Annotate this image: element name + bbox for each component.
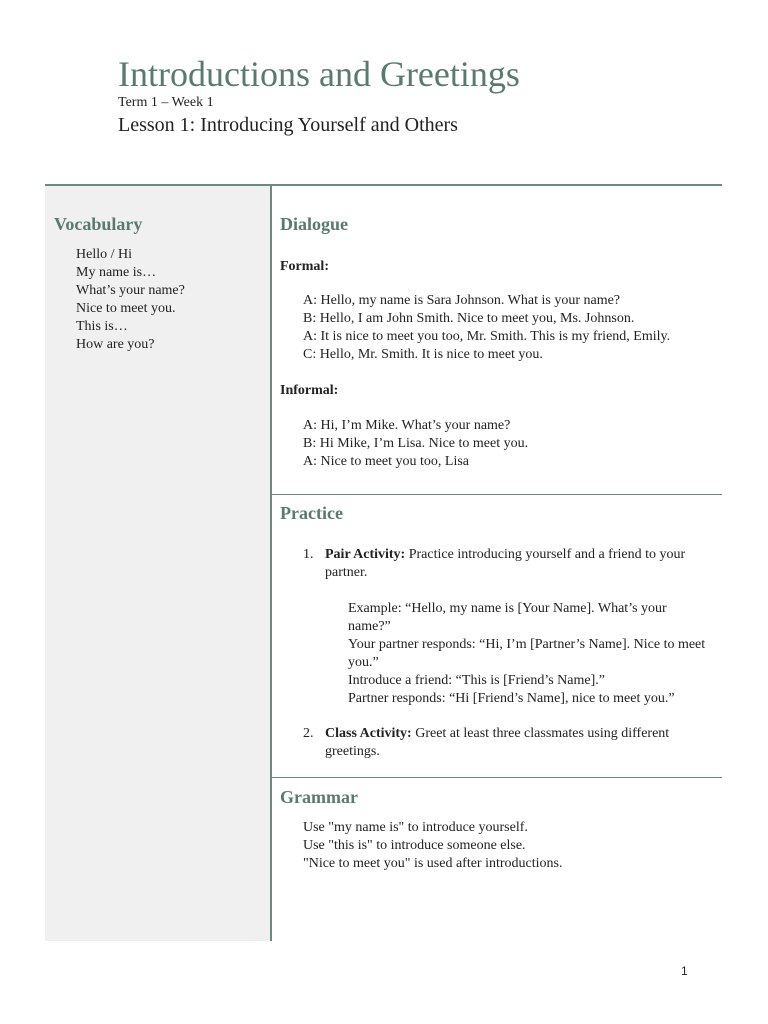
dialogue-line: C: Hello, Mr. Smith. It is nice to meet you. [303, 347, 543, 362]
grammar-notes [303, 819, 562, 873]
dialogue-line: A: Nice to meet you too, Lisa [303, 454, 470, 469]
formal-label: Formal: [280, 259, 329, 274]
example-line: Your partner responds: “Hi, I’m [Partner’s Name]. Nice to meet you.” [348, 637, 706, 670]
practice-item-number: 1. [303, 547, 314, 562]
informal-label: Informal: [280, 383, 339, 398]
vocabulary-list [76, 246, 185, 354]
example-line: Example: “Hello, my name is [Your Name]. What’s your name?” [348, 601, 667, 634]
column-divider [270, 186, 272, 941]
vocabulary-item: How are you? [76, 337, 155, 352]
class-activity-text: Greet at least three classmates using different greetings. [325, 726, 670, 759]
vocabulary-item: Hello / Hi [76, 247, 132, 262]
vocabulary-item: My name is… [76, 265, 157, 280]
dialogue-line: A: It is nice to meet you too, Mr. Smith. This is my friend, Emily. [303, 329, 671, 344]
dialogue-line: A: Hi, I’m Mike. What’s your name? [303, 418, 511, 433]
grammar-heading: Grammar [280, 787, 358, 807]
section-divider [272, 494, 722, 495]
example-line: Introduce a friend: “This is [Friend’s Name].” [348, 673, 605, 688]
term-label: Term 1 – Week 1 [118, 95, 214, 110]
page-number: 1 [681, 964, 688, 978]
pair-activity-label: Pair Activity: [325, 547, 406, 562]
example-line: Partner responds: “Hi [Friend’s Name], nice to meet you.” [348, 691, 675, 706]
dialogue-heading: Dialogue [280, 214, 349, 234]
practice-examples [348, 600, 708, 708]
grammar-line: Use "my name is" to introduce yourself. [303, 820, 528, 835]
formal-dialogue [303, 292, 670, 364]
lesson-title: Lesson 1: Introducing Yourself and Others [118, 114, 458, 136]
pair-activity-text: Practice introducing yourself and a friend to your partner. [325, 547, 686, 580]
dialogue-line: B: Hi Mike, I’m Lisa. Nice to meet you. [303, 436, 529, 451]
practice-item-class [325, 725, 705, 761]
section-divider [272, 777, 722, 778]
dialogue-line: B: Hello, I am John Smith. Nice to meet you, Ms. Johnson. [303, 311, 635, 326]
informal-dialogue [303, 417, 528, 471]
vocabulary-item: Nice to meet you. [76, 301, 176, 316]
practice-heading: Practice [280, 503, 343, 523]
dialogue-line: A: Hello, my name is Sara Johnson. What is your name? [303, 293, 621, 308]
practice-item-pair [325, 546, 705, 582]
vocabulary-item: What’s your name? [76, 283, 185, 298]
grammar-line: Use "this is" to introduce someone else. [303, 838, 526, 853]
class-activity-label: Class Activity: [325, 726, 412, 741]
vocabulary-item: This is… [76, 319, 128, 334]
page-title: Introductions and Greetings [118, 54, 520, 94]
grammar-line: "Nice to meet you" is used after introductions. [303, 856, 563, 871]
practice-item-number: 2. [303, 726, 314, 741]
vocabulary-heading: Vocabulary [54, 214, 143, 234]
